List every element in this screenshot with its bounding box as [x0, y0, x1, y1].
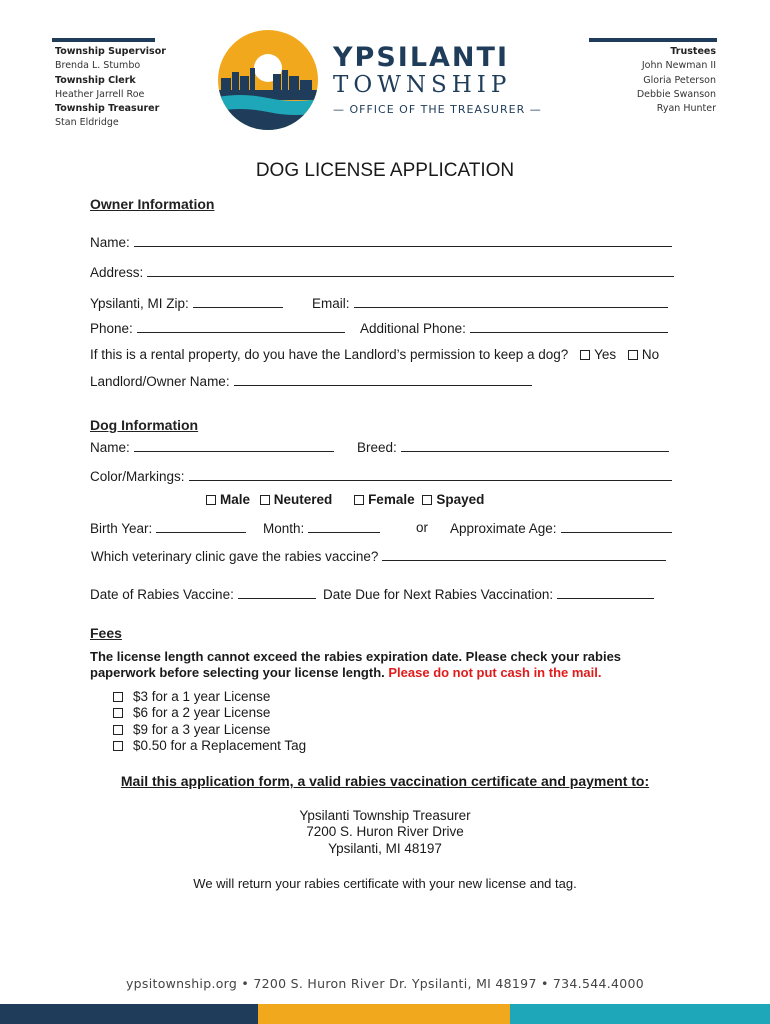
- male-label: Male: [220, 492, 251, 507]
- owner-email-row: [312, 295, 668, 311]
- footer-bar-teal: [510, 1004, 770, 1024]
- yes-label: Yes: [594, 347, 617, 362]
- page-title: DOG LICENSE APPLICATION: [255, 160, 515, 181]
- spayed-label: Spayed: [436, 492, 485, 507]
- fee-option-label: $0.50 for a Replacement Tag: [133, 737, 307, 753]
- owner-name-field[interactable]: [134, 234, 672, 247]
- trustee-line: Trustees: [670, 46, 716, 57]
- neutered-checkbox[interactable]: [260, 495, 270, 505]
- birth-year-row: [90, 520, 246, 536]
- official-line: Township Clerk: [55, 74, 136, 86]
- owner-add-phone-row: [360, 320, 668, 336]
- birth-month-label: Month:: [263, 521, 305, 536]
- dog-name-field[interactable]: [134, 439, 334, 452]
- owner-name-row: [90, 234, 672, 250]
- female-label: Female: [368, 492, 415, 507]
- fees-note-line1: The license length cannot exceed the rabies expiration date. Please check your rabies: [90, 649, 622, 664]
- owner-address-label: Address:: [90, 265, 144, 280]
- owner-add-phone-field[interactable]: [470, 320, 668, 333]
- female-checkbox[interactable]: [354, 495, 364, 505]
- fee-checkbox[interactable]: [113, 692, 123, 702]
- header-rule-right: [589, 38, 717, 42]
- owner-zip-row: [90, 295, 283, 311]
- fee-option[interactable]: [113, 722, 306, 738]
- township-logo: [213, 28, 323, 132]
- fee-option-label: $9 for a 3 year License: [133, 721, 271, 737]
- return-note: We will return your rabies certificate with your new license and tag.: [193, 876, 577, 891]
- dog-breed-label: Breed:: [357, 440, 397, 455]
- or-label: or: [416, 520, 429, 535]
- brand-township: TOWNSHIP: [333, 72, 512, 98]
- footer-color-bar: [0, 1004, 770, 1024]
- township-officials: [55, 45, 166, 131]
- fees-note-line2: [90, 665, 601, 681]
- fee-option[interactable]: [113, 689, 306, 705]
- fee-option-label: $3 for a 1 year License: [133, 689, 271, 704]
- rabies-date-row: [90, 586, 316, 602]
- rental-question: If this is a rental property, do you have the Landlord’s permission to keep a dog?: [90, 347, 569, 362]
- birth-year-field[interactable]: [156, 520, 246, 533]
- trustee-line: John Newman II: [641, 60, 716, 72]
- address-line: Ypsilanti Township Treasurer: [299, 808, 471, 823]
- birth-year-label: Birth Year:: [90, 521, 153, 536]
- trustee-line: Ryan Hunter: [656, 103, 716, 115]
- next-due-label: Date Due for Next Rabies Vaccination:: [323, 587, 554, 602]
- fee-options: [113, 689, 306, 754]
- owner-phone-label: Phone:: [90, 321, 133, 336]
- owner-zip-field[interactable]: [193, 295, 283, 308]
- approx-age-row: [450, 520, 672, 536]
- brand-office: — OFFICE OF THE TREASURER —: [333, 103, 542, 116]
- rabies-date-field[interactable]: [238, 586, 316, 599]
- address-line: 7200 S. Huron River Drive: [306, 824, 464, 840]
- rabies-date-label: Date of Rabies Vaccine:: [90, 587, 234, 602]
- footer-contact: ypsitownship.org • 7200 S. Huron River Dr. Ypsilanti, MI 48197 • 734.544.4000: [125, 976, 644, 991]
- no-checkbox[interactable]: [628, 350, 638, 360]
- fees-section-heading: Fees: [90, 625, 122, 641]
- owner-name-label: Name:: [90, 235, 130, 250]
- official-line: Township Supervisor: [55, 46, 166, 57]
- owner-address-row: [90, 264, 674, 280]
- clinic-row: [91, 548, 666, 564]
- trustees-list: [637, 45, 716, 116]
- owner-email-label: Email:: [312, 296, 350, 311]
- dog-sex-row: [206, 492, 484, 507]
- birth-month-row: [263, 520, 380, 536]
- dog-name-row: [90, 439, 334, 455]
- footer-bar-navy: [0, 1004, 258, 1024]
- dog-color-row: [90, 468, 672, 484]
- dog-breed-row: [357, 439, 669, 455]
- owner-address-field[interactable]: [147, 264, 674, 277]
- official-line: Heather Jarrell Roe: [55, 88, 145, 100]
- official-line: Township Treasurer: [55, 103, 160, 115]
- fee-option-label: $6 for a 2 year License: [133, 705, 271, 721]
- header-rule-left: [52, 38, 155, 42]
- yes-checkbox[interactable]: [580, 350, 590, 360]
- owner-zip-label: Ypsilanti, MI Zip:: [90, 296, 189, 311]
- township-wordmark: [333, 44, 563, 118]
- fee-option[interactable]: [113, 705, 306, 721]
- owner-section-heading: Owner Information: [90, 196, 215, 212]
- owner-add-phone-label: Additional Phone:: [360, 321, 466, 336]
- mailing-address: [0, 808, 770, 857]
- brand-ypsilanti: YPSILANTI: [333, 42, 509, 73]
- footer-bar-gold: [258, 1004, 510, 1024]
- cash-warning: Please do not put cash in the mail.: [388, 665, 602, 680]
- owner-phone-row: [90, 320, 345, 336]
- next-due-row: [323, 586, 654, 602]
- clinic-label: Which veterinary clinic gave the rabies vaccine?: [91, 549, 379, 564]
- dog-section-heading: Dog Information: [90, 417, 199, 433]
- fee-checkbox[interactable]: [113, 725, 123, 735]
- fee-checkbox[interactable]: [113, 741, 123, 751]
- neutered-label: Neutered: [273, 492, 333, 507]
- male-checkbox[interactable]: [206, 495, 216, 505]
- address-line: Ypsilanti, MI 48197: [328, 840, 442, 856]
- trustee-line: Debbie Swanson: [636, 88, 716, 100]
- official-line: Stan Eldridge: [55, 117, 119, 129]
- owner-email-field[interactable]: [354, 295, 668, 308]
- fee-checkbox[interactable]: [113, 708, 123, 718]
- no-label: No: [641, 347, 660, 362]
- fees-note-text: paperwork before selecting your license length.: [90, 665, 385, 680]
- landlord-field[interactable]: [234, 373, 532, 386]
- birth-month-field[interactable]: [308, 520, 380, 533]
- fee-option[interactable]: [113, 738, 306, 754]
- dog-color-label: Color/Markings:: [90, 469, 185, 484]
- official-line: Brenda L. Stumbo: [55, 60, 141, 72]
- mail-instructions-heading: Mail this application form, a valid rabies vaccination certificate and payment to:: [120, 773, 650, 789]
- dog-color-field[interactable]: [189, 468, 672, 481]
- approx-age-label: Approximate Age:: [450, 521, 557, 536]
- landlord-label: Landlord/Owner Name:: [90, 374, 230, 389]
- clinic-field[interactable]: [382, 548, 666, 561]
- dog-name-label: Name:: [90, 440, 130, 455]
- landlord-row: [90, 373, 532, 389]
- trustee-line: Gloria Peterson: [643, 74, 716, 86]
- dog-breed-field[interactable]: [401, 439, 669, 452]
- approx-age-field[interactable]: [561, 520, 672, 533]
- spayed-checkbox[interactable]: [422, 495, 432, 505]
- next-due-field[interactable]: [557, 586, 654, 599]
- owner-phone-field[interactable]: [137, 320, 345, 333]
- rental-permission-row: [90, 347, 659, 362]
